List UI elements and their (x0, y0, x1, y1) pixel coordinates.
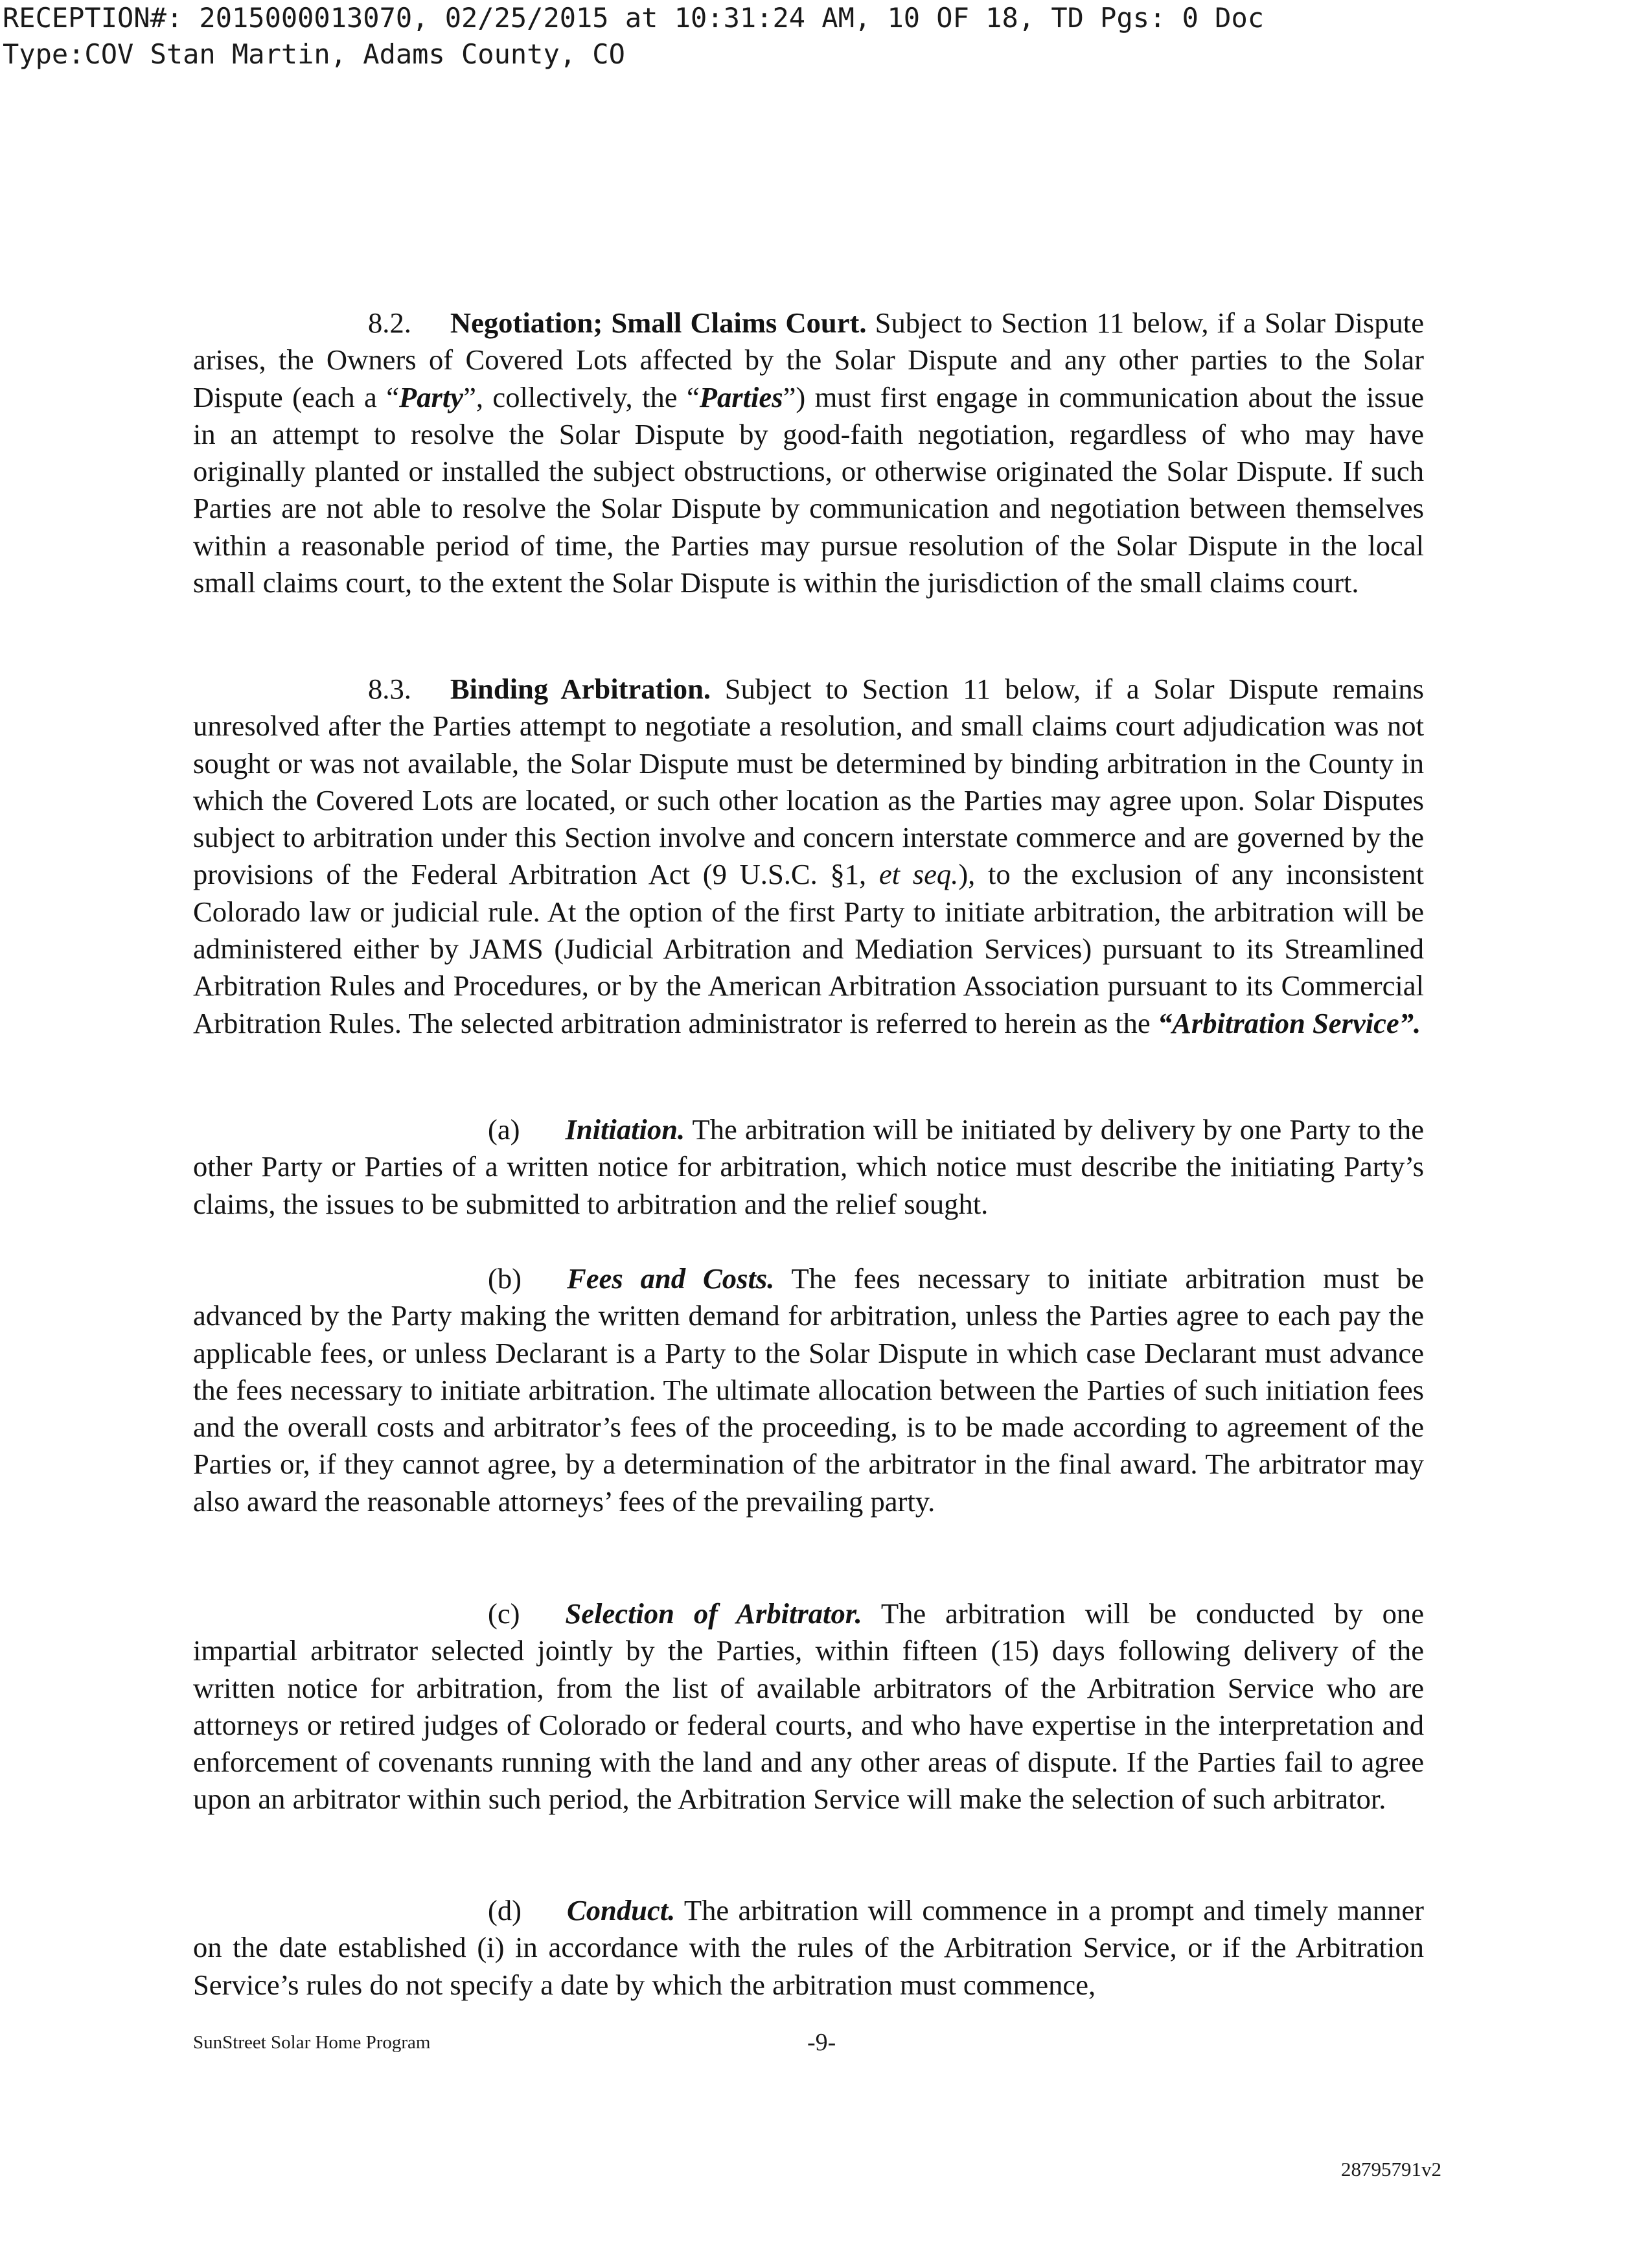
subsection-heading: Fees and Costs. (567, 1262, 775, 1295)
subsection-heading: Selection of Arbitrator. (565, 1597, 862, 1630)
document-id: 28795791v2 (1341, 2158, 1441, 2180)
subsection-text: The arbitration will be initiated by delivery by one Party to the other Party or Parties of a written notice for arbitration, which notice must describe the initiating Party’s claims, the issues to be submitted to arbitration and the relief sought. (193, 1113, 1424, 1220)
subsection-text: The arbitration will commence in a prompt and timely manner on the date established (i) in accordance with the rules of the Arbitration Service, or if the Arbitration Service’s rules do not specify a date by which the arbitration must commence, (193, 1894, 1424, 2001)
section-8-2 (193, 305, 1424, 601)
subsection-a-initiation (193, 1111, 1424, 1223)
subsection-label: (d) (488, 1894, 522, 1926)
subsection-d-conduct (193, 1892, 1424, 2004)
section-text: Subject to Section 11 below, if a Solar Dispute remains unresolved after the Parties attempt to negotiate a resolution, and small claims court adjudication was not sought or was not available, the Solar Dispute must be determined by binding arbitration in the County in which the Covered Lots are located, or such other location as the Parties may agree upon. Solar Disputes subject to arbitration under this Section involve and concern interstate commerce and are governed by the provisions of the Federal Arbitration Act (9 U.S.C. §1, (193, 673, 1424, 891)
page-number: -9- (807, 2029, 836, 2056)
section-number: 8.3. (368, 673, 411, 705)
subsection-heading: Conduct. (567, 1894, 676, 1926)
section-heading: Binding Arbitration. (450, 673, 711, 705)
section-text: Subject to Section 11 below, if a Solar Dispute arises, the Owners of Covered Lots affected by the Solar Dispute and any other parties to the Solar Dispute (each a “ (193, 306, 1424, 413)
subsection-text: The fees necessary to initiate arbitration must be advanced by the Party making the written demand for arbitration, unless the Parties agree to each pay the applicable fees, or unless Declarant is a Party to the Solar Dispute in which case Declarant must advance the fees necessary to initiate arbitration. The ultimate allocation between the Parties of such initiation fees and the overall costs and arbitrator’s fees of the proceeding, is to be made according to agreement of the Parties or, if they cannot agree, by a determination of the arbitrator in the final award. The arbitrator may also award the reasonable attorneys’ fees of the prevailing party. (193, 1262, 1424, 1518)
defined-term-parties: Parties (699, 380, 783, 413)
subsection-heading: Initiation. (565, 1113, 685, 1146)
defined-term-party: Party (399, 380, 464, 413)
subsection-b-fees-and-costs (193, 1260, 1424, 1520)
section-text: ), to the exclusion of any inconsistent Colorado law or judicial rule. At the option of the first Party to initiate arbitration, the arbitration will be administered either by JAMS (Judicial Arbitration and Mediation Services) pursuant to its Streamlined Arbitration Rules and Procedures, or by the American Arbitration Association pursuant to its Commercial Arbitration Rules. The selected arbitration administrator is referred to herein as the (193, 858, 1424, 1039)
et-seq-citation: et seq. (878, 858, 959, 891)
subsection-label: (c) (488, 1597, 520, 1630)
section-number: 8.2. (368, 306, 411, 339)
recording-stamp (3, 0, 1622, 73)
subsection-label: (a) (488, 1113, 520, 1146)
section-8-3 (193, 671, 1424, 1042)
recording-stamp-line-1: RECEPTION#: 2015000013070, 02/25/2015 at 10:31:24 AM, 10 OF 18, TD Pgs: 0 Doc (3, 2, 1265, 34)
defined-term-arbitration-service: “Arbitration Service”. (1157, 1006, 1421, 1039)
footer-program-name: SunStreet Solar Home Program (193, 2032, 431, 2053)
subsection-c-selection-of-arbitrator (193, 1595, 1424, 1818)
subsection-label: (b) (488, 1262, 522, 1295)
section-text: ”, collectively, the “ (463, 380, 700, 413)
section-heading: Negotiation; Small Claims Court. (450, 306, 867, 339)
section-text: ”) must first engage in communication about the issue in an attempt to resolve the Solar Dispute by good-faith negotiation, regardless of who may have originally planted or installed the subject obstructions, or otherwise originated the Solar Dispute. If such Parties are not able to resolve the Solar Dispute by communication and negotiation between themselves within a reasonable period of time, the Parties may pursue resolution of the Solar Dispute in the local small claims court, to the extent the Solar Dispute is within the jurisdiction of the small claims court. (193, 380, 1425, 599)
subsection-text: The arbitration will be conducted by one impartial arbitrator selected jointly by the Parties, within fifteen (15) days following delivery of the written notice for arbitration, from the list of available arbitrators of the Arbitration Service who are attorneys or retired judges of Colorado or federal courts, and who have expertise in the interpretation and enforcement of covenants running with the land and any other areas of dispute. If the Parties fail to agree upon an arbitrator within such period, the Arbitration Service will make the selection of such arbitrator. (193, 1597, 1424, 1816)
recording-stamp-line-2: Type:COV Stan Martin, Adams County, CO (3, 38, 625, 70)
